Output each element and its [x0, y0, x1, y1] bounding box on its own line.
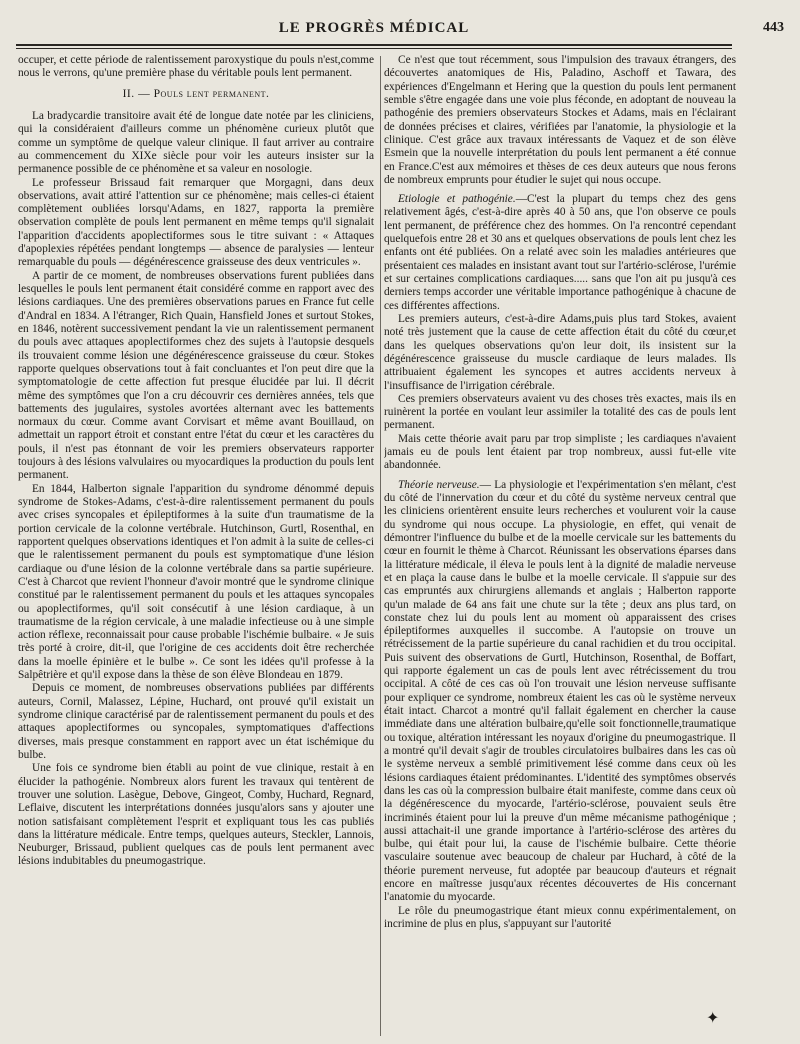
section-heading: II. — Pouls lent permanent.	[122, 86, 270, 100]
paragraph: Théorie nerveuse.— La physiologie et l'expérimentation s'en mêlant, c'est du côté de l'innervation du cœur et du côté du système nerveux central que les cliniciens orientèrent ensuite leurs recherches et voulurent voir la cause du syndrome qui nous occupe. La physiologie, en effet, qui venait de démontrer l'influence du bulbe et de la moelle cervicale sur les battements du cœur en fournit le thème à Charcot. Réunissant les observations éparses dans la littérature médicale, il éleva le pouls lent à la dignité de maladie nerveuse et en plaça la cause dans le bulbe et la moelle cervicale. Il s'appuie sur des cas empruntés aux chirurgiens allemands et anglais ; Halberton rapporte qu'un malade de 64 ans fait une chute sur la tête ; deux ans plus tard, on constate chez lui du pouls lent au moment où apparaissent des crises épileptiformes auxquelles il succombe. A l'autopsie on trouve un rétrécissement de la partie supérieure du canal rachidien et du trou occipital. Puis suivent des observations de Gurtl, Hutchinson, Rosenthal, de Boffart, qui rapporte également un cas de pouls lent avec rétrécissement du trou occipital. A côté de ces cas où l'on trouvait une lésion nerveuse suffisante pour expliquer ce syndrome, nombreux étaient les cas où le système nerveux était intact. Charcot a montré qu'il fallait également en chercher la cause immédiate dans une altération bulbaire,qu'elle soit fonctionnelle,traumatique ou toxique, altération intéressant les noyaux d'origine du pneumogastrique. Il a montré qu'il devait s'agir de troubles circulatoires bulbaires dans les cas où le système nerveux a semblé primitivement lésé comme dans ceux où les lésions cardiaques étaient prédominantes. L'identité des symptômes observés dans les cas où la compression bulbaire était manifeste, comme dans ceux où la dégénérescence du myocarde, l'artério-sclérose, pouvaient seuls être incriminés étaient pour lui la preuve d'un même mécanisme pathogénique ; aussi attachait-il une grande importance à l'artério-sclérose des artères du bulbe, qui était pour lui, la cause de l'ischémie bulbaire. Cette théorie vasculaire soutenue avec beaucoup de chaleur par Huchard, à côté de la théorie purement nerveuse, fut adoptée par beaucoup d'auteurs et régnait encore en maîtresse jusqu'aux récentes découvertes de His concernant l'anatomie du myocarde.	[384, 478, 736, 904]
page-number: 443	[763, 20, 784, 35]
paragraph: Le professeur Brissaud fait remarquer que Morgagni, dans deux observations, avait attiré l'attention sur ce phénomène; mais celles-ci étaient complètement oubliées lorsqu'Adams, en 1827, rapporta la première observation complète de pouls lent permanent en même temps qu'il signalait l'apparition d'accidents apoplectiformes sous le titre suivant : « Attaques d'apoplexies répétées pendant longtemps — absence de paralysies — lenteur remarquable du pouls — dégénérescence graisseuse des deux ventricules ».	[18, 176, 374, 269]
paragraph: Les premiers auteurs, c'est-à-dire Adams,puis plus tard Stokes, avaient noté très justement que la cause de cette affection était du côté du cœur,et dans les quelques observations qu'on leur doit, ils insistent sur la dégénérescence graisseuse du muscle cardiaque de leurs malades. Ils attribuaient également les syncopes et autres accidents nerveux à l'insuffisance de l'irrigation cérébrale.	[384, 312, 736, 392]
running-title: LE PROGRÈS MÉDICAL	[278, 20, 470, 36]
subsection-title: Etiologie et pathogénie.	[398, 193, 516, 206]
paragraph: Mais cette théorie avait paru par trop simpliste ; les cardiaques n'avaient jamais eu de pouls lent étaient par trop nombreux, aussi fut-elle vite abandonnée.	[384, 432, 736, 472]
fleuron-ornament-icon: ✦	[706, 1010, 720, 1027]
subsection-title: Théorie nerveuse.	[398, 478, 480, 491]
left-column	[18, 54, 374, 1039]
paragraph: La bradycardie transitoire avait été de longue date notée par les cliniciens, qui la considéraient d'ailleurs comme un phénomène curieux plutôt que comme un symptôme de quelque valeur clinique. Il faut arriver au contraire au commencement du XIXe siècle pour voir les auteurs insister sur la permanence possible de ce phénomène et sa valeur en nosologie.	[18, 109, 374, 176]
paragraph: Depuis ce moment, de nombreuses observations publiées par différents auteurs, Cornil, Malassez, Lépine, Huchard, ont prouvé qu'il existait un syndrome clinique caractérisé par de ralentissement permanent du pouls et des attaques apoplectiformes ou syncopales, symptomatiques d'affections diverses, mais presque constamment en rapport avec un état ischémique du bulbe.	[18, 682, 374, 761]
right-column	[384, 54, 736, 1039]
page-header	[16, 18, 784, 42]
paragraph: A partir de ce moment, de nombreuses observations furent publiées dans lesquelles le pouls lent permanent était considéré comme en rapport avec des lésions cardiaques. Une des premières observations parues en France fut celle d'Andral en 1834. A l'étranger, Rich Quain, Hansfield Jones et surtout Stokes, en 1846, notèrent successivement pendant la vie un ralentissement permanent du pouls avec attaques apoplectiformes chez des sujets à l'autopsie desquels ils trouvaient comme lésion une dégénérescence graisseuse du cœur. Stokes rapporte quelques observations tout à fait concluantes et l'on peut dire que la symptomatologie de cette affection fut presque élucidée par lui. Il décrit même des symptômes que l'on a cru découvrir ces dernières années, tels que battements des jugulaires, systoles avortées alternant avec les battements normaux du cœur. Comme avant Corvisart et même avant Bouillaud, on admettait un rapport étroit et constant entre l'état du cœur et les caractères du pouls, il n'est pas étonnant de voir les premiers observateurs rapporter toujours à des lésions valvulaires ou myocardiques la production du pouls lent permanent.	[18, 269, 374, 482]
paragraph: Ces premiers observateurs avaient vu des choses très exactes, mais ils en ruinèrent la portée en voulant leur assimiler la totalité des cas de pouls lent permanent.	[384, 392, 736, 432]
paragraph: Le rôle du pneumogastrique étant mieux connu expérimentalement, on incrimine de plus en plus, s'appuyant sur l'autorité	[384, 904, 736, 930]
paragraph: Une fois ce syndrome bien établi au point de vue clinique, restait à en élucider la pathogénie. Nombreux alors furent les travaux qui tentèrent de trouver une solution. Lasègue, Debove, Gingeot, Comby, Huchard, Regnard, Leflaive, discutent les interprétations données jusqu'alors sans y ajouter une notion satisfaisant complètement l'esprit et expliquant tous les cas publiés dans la littérature médicale. Entre temps, quelques auteurs, Steckler, Lannois, Neuburger, Brissaud, publient quelques cas de pouls lent permanent avec lésions indubitables du pneumogastrique.	[18, 762, 374, 868]
header-rule	[16, 44, 732, 49]
paragraph: Ce n'est que tout récemment, sous l'impulsion des travaux étrangers, des découvertes anatomiques de His, Paladino, Aschoff et Tawara, des expériences d'Engelmann et Hering que la question du pouls lent permanent semble s'être engagée dans une voie plus féconde, en adoptant de nouveau la pathogénie des premiers observateurs Stockes et Adams, mais en l'éclairant de données précises et claires, vérifiées par l'anatomie, la physiologie et la clinique. C'est grâce aux travaux intéressants de Vaquez et de son élève Esmein que la nouvelle interprétation du pouls lent permanent a été connue en France.C'est aux mémoires et thèses de ces deux auteurs que nous ferons de nombreux emprunts pour étudier le sujet qui nous occupe.	[384, 54, 736, 186]
paragraph: occuper, et cette période de ralentissement paroxystique du pouls n'est,comme nous le verrons, qu'une première phase du véritable pouls lent permanent.	[18, 54, 374, 80]
paragraph: Etiologie et pathogénie.—C'est la plupart du temps chez des gens relativement âgés, c'est-à-dire après 40 à 50 ans, que l'on observe ce pouls lent permanent, de préférence chez des hommes. On l'a rencontré cependant quelquefois entre 28 et 30 ans et quelques observations de pouls lent chez les enfants ont été publiées. On a relaté avec soin les maladies antérieures que présentaient ces malades en insistant avant tout sur l'artério-sclérose, l'urémie et sur certaines complications cardiaques..... sans que l'on ait pu jusqu'à ces derniers temps accorder une véritable importance pathogénique à chacune de ces différentes affections.	[384, 193, 736, 312]
column-divider	[380, 56, 381, 1036]
paragraph: En 1844, Halberton signale l'apparition du syndrome dénommé depuis syndrome de Stokes-Adams, c'est-à-dire ralentissement permanent du pouls avec crises syncopales et épileptiformes à la suite d'un traumatisme de la portion cervicale de la colonne vertébrale. Hutchinson, Gurtl, Rosenthal, en rapportent quelques observations identiques et l'on admit à la suite de celles-ci que le ralentissement permanent du pouls est symptomatique d'une lésion cardiaque ou d'une lésion de la colonne vertébrale dans sa partie supérieure. C'est à Charcot que revient l'honneur d'avoir montré que le syndrome clinique constitué par le ralentissement permanent du pouls et les attaques syncopales ou apoplectiformes, qu'il soit consécutif à une lésion cardiaque, à un traumatisme de la région cervicale, à une maladie infectieuse ou à une simple action réflexe, reconnaissait pour cause probable l'ischémie bulbaire. « Je suis très porté à croire, dit-il, que l'origine de ces accidents doit être recherchée dans la moelle épinière et le bulbe ». Ce sont les idées qu'il professe à la Salpêtrière et qu'il expose dans la thèse de son élève Blondeau en 1879.	[18, 482, 374, 682]
